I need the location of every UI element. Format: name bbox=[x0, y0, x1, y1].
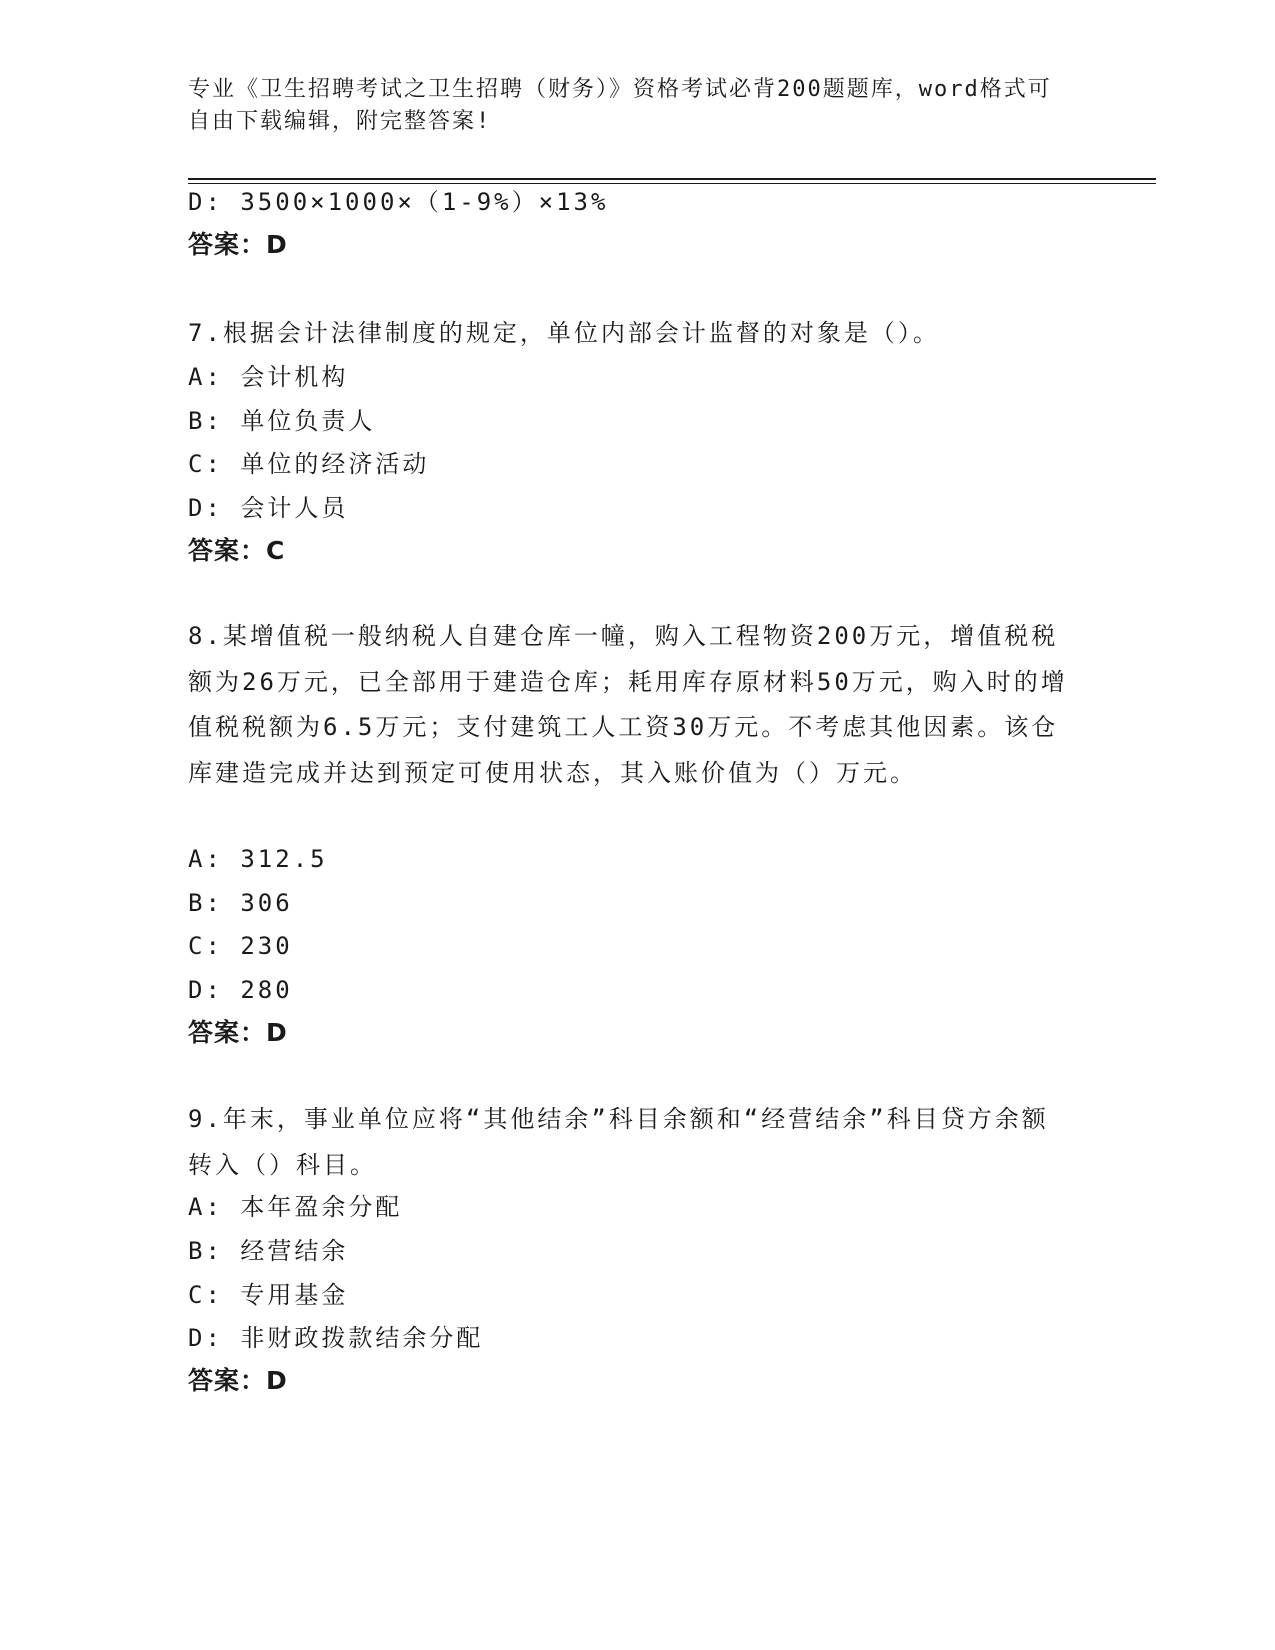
q8-stem: 8.某增值税一般纳税人自建仓库一幢，购入工程物资200万元，增值税税额为26万元，已全部用于建造仓库；耗用库存原材料50万元，购入时的增值税税额为6.5万元；支付建筑工人工资30万元。不考虑其他因素。该仓库建造完成并达到预定可使用状态，其入账价值为（）万元。 bbox=[188, 622, 1068, 787]
header-divider bbox=[188, 178, 1156, 180]
q9-option-b: B: 经营结余 bbox=[188, 1237, 349, 1265]
q7-option-a: A: 会计机构 bbox=[188, 363, 349, 391]
q9-answer: 答案：D bbox=[188, 1366, 288, 1395]
q7-option-c: C: 单位的经济活动 bbox=[188, 450, 430, 478]
q7-answer: 答案：C bbox=[188, 536, 286, 565]
q9-option-a: A: 本年盈余分配 bbox=[188, 1193, 403, 1221]
q7-option-d: D: 会计人员 bbox=[188, 494, 349, 522]
q8-option-c: C: 230 bbox=[188, 932, 293, 960]
q6-answer: 答案：D bbox=[188, 230, 288, 259]
q7-option-b: B: 单位负责人 bbox=[188, 407, 376, 435]
q7-stem: 7.根据会计法律制度的规定，单位内部会计监督的对象是（）。 bbox=[188, 319, 940, 347]
page-header: 专业《卫生招聘考试之卫生招聘（财务）》资格考试必背200题题库，word格式可自由下载编辑，附完整答案! bbox=[188, 77, 1052, 134]
q8-option-b: B: 306 bbox=[188, 889, 293, 917]
q8-option-d: D: 280 bbox=[188, 976, 293, 1004]
q9-option-d: D: 非财政拨款结余分配 bbox=[188, 1324, 484, 1352]
q6-option-d: D: 3500×1000×（1-9%）×13% bbox=[188, 188, 609, 216]
q9-option-c: C: 专用基金 bbox=[188, 1281, 349, 1309]
header-divider-thin bbox=[188, 183, 1156, 184]
q8-option-a: A: 312.5 bbox=[188, 845, 328, 873]
q9-stem: 9.年末，事业单位应将“其他结余”科目余额和“经营结余”科目贷方余额转入（）科目。 bbox=[188, 1105, 1049, 1179]
q8-answer: 答案：D bbox=[188, 1018, 288, 1047]
